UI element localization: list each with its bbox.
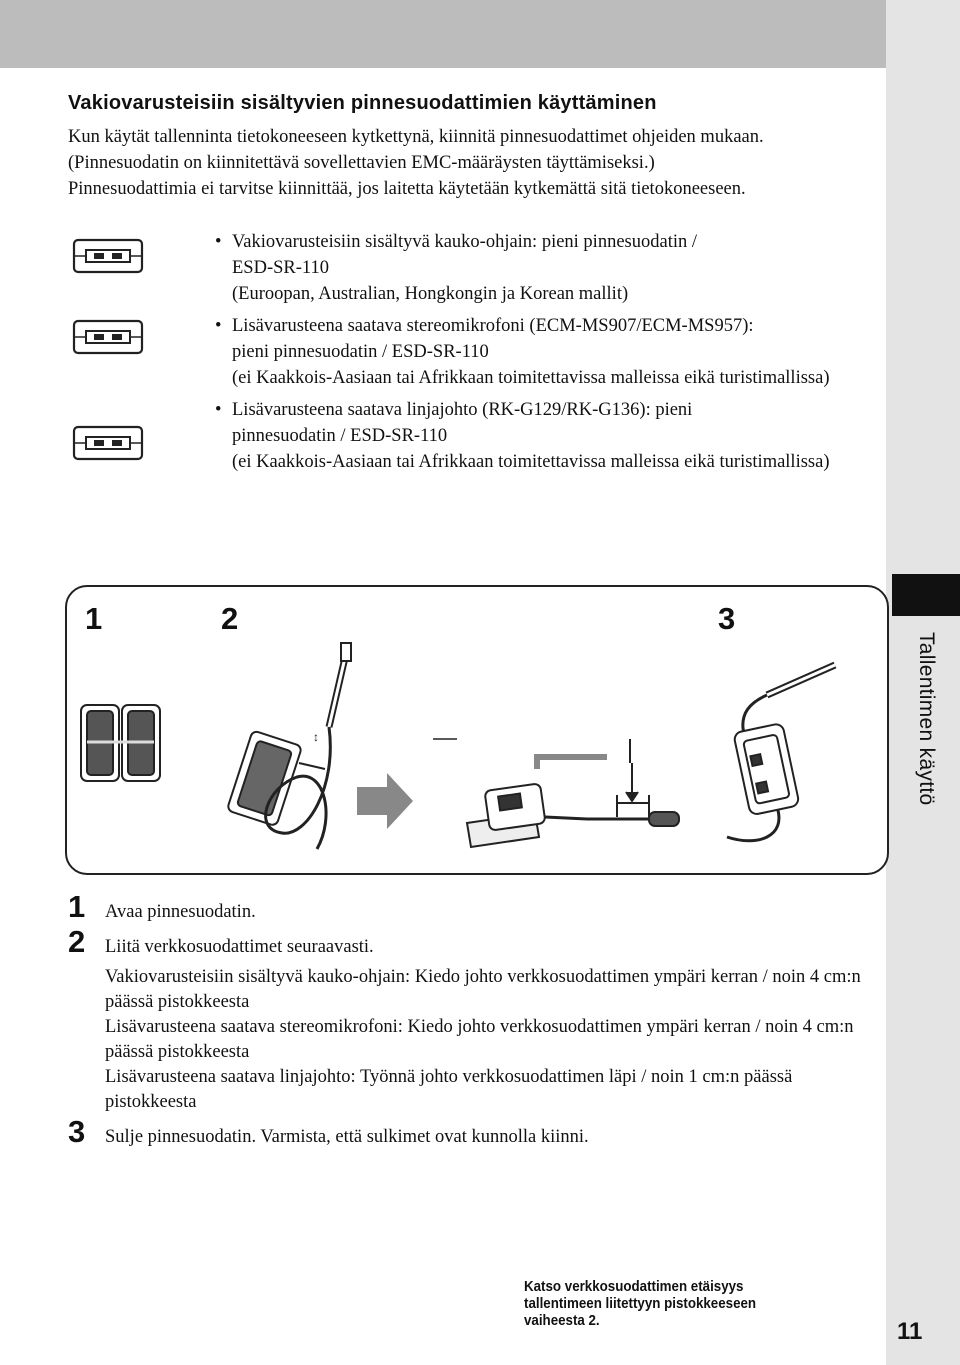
step-subtext: Vakiovarusteisiin sisältyvä kauko-ohjain: Kiedo johto verkkosuodattimen ympäri kerran / noin 4 cm:n päässä pistokkeesta xyxy=(105,967,861,1012)
list-item xyxy=(215,229,855,307)
bullet-note: (Euroopan, Australian, Hongkongin ja Korean mallit) xyxy=(232,284,629,304)
header-bar xyxy=(0,0,886,68)
bullet-mark: • xyxy=(215,316,222,336)
step-list xyxy=(68,889,888,1160)
ferrite-filter-icon xyxy=(72,318,144,356)
page-number: 11 xyxy=(897,1318,923,1345)
step-item xyxy=(68,924,888,1115)
list-item xyxy=(215,313,855,391)
intro-text xyxy=(68,124,858,202)
section-heading: Vakiovarusteisiin sisältyvien pinnesuodattimien käyttäminen xyxy=(68,92,657,114)
step-subtext: Lisävarusteena saatava stereomikrofoni: Kiedo johto verkkosuodattimen ympäri kerran / noin 4 cm:n päässä pistokkeesta xyxy=(105,1017,854,1062)
open-filter-drawing xyxy=(81,705,160,781)
bullet-mark: • xyxy=(215,400,222,420)
figure-note: Katso verkkosuodattimen etäisyys tallentimeen liitettyyn pistokkeeseen vaiheesta 2. xyxy=(524,1279,757,1329)
bullet-line: Lisävarusteena saatava stereomikrofoni (ECM-MS907/ECM-MS957): xyxy=(232,316,754,336)
step-number: 3 xyxy=(68,1114,86,1149)
bullet-line: Lisävarusteena saatava linjajohto (RK-G129/RK-G136): pieni xyxy=(232,400,693,420)
right-arrow-icon xyxy=(357,773,413,829)
bullet-line: Vakiovarusteisiin sisältyvä kauko-ohjain: pieni pinnesuodatin / xyxy=(232,232,697,252)
step-number: 1 xyxy=(68,889,86,924)
figure-step-label: 1 xyxy=(85,601,103,636)
section-tab-marker xyxy=(892,574,960,616)
closed-filter-drawing xyxy=(727,665,835,841)
step-text: Liitä verkkosuodattimet seuraavasti. xyxy=(105,937,374,957)
figure-step-label: 3 xyxy=(718,601,736,636)
section-tab-label: Tallentimen käyttö xyxy=(915,632,938,806)
ferrite-filter-icon xyxy=(72,237,144,275)
intro-paragraph: Kun käytät tallenninta tietokoneeseen kytkettynä, kiinnitä pinnesuodattimet ohjeiden mukaan. (Pinnesuodatin on kiinnitettävä sovellettavien EMC-määräysten täyttämiseksi.) xyxy=(68,127,764,173)
step-item xyxy=(68,889,888,925)
figure-step-label: 2 xyxy=(221,601,239,636)
bullet-list xyxy=(215,229,855,475)
step-text: Sulje pinnesuodatin. Varmista, että sulkimet ovat kunnolla kiinni. xyxy=(105,1127,589,1147)
step-item xyxy=(68,1114,888,1150)
bullet-note: (ei Kaakkois-Aasiaan tai Afrikkaan toimitettavissa malleissa eikä turistimallissa) xyxy=(232,368,830,388)
step-text: Avaa pinnesuodatin. xyxy=(105,902,256,922)
list-item xyxy=(215,397,855,475)
ferrite-filter-icon xyxy=(72,424,144,462)
bullet-note: (ei Kaakkois-Aasiaan tai Afrikkaan toimitettavissa malleissa eikä turistimallissa) xyxy=(232,452,830,472)
bullet-line: pieni pinnesuodatin / ESD-SR-110 xyxy=(232,342,489,362)
intro-paragraph: Pinnesuodattimia ei tarvitse kiinnittää, jos laitetta käytetään kytkemättä sitä tietokoneeseen. xyxy=(68,179,746,199)
recorder-drawing xyxy=(467,757,679,847)
illustration-drawing xyxy=(67,587,887,873)
step-number: 2 xyxy=(68,924,86,959)
step-subtext: Lisävarusteena saatava linjajohto: Työnnä johto verkkosuodattimen läpi / noin 1 cm:n päässä pistokkeesta xyxy=(105,1067,793,1112)
bullet-mark: • xyxy=(215,232,222,252)
svg-text:↕: ↕ xyxy=(313,730,319,744)
bullet-line: pinnesuodatin / ESD-SR-110 xyxy=(232,426,448,446)
wrapped-filter-drawing xyxy=(227,643,351,849)
bullet-line: ESD-SR-110 xyxy=(232,258,329,278)
